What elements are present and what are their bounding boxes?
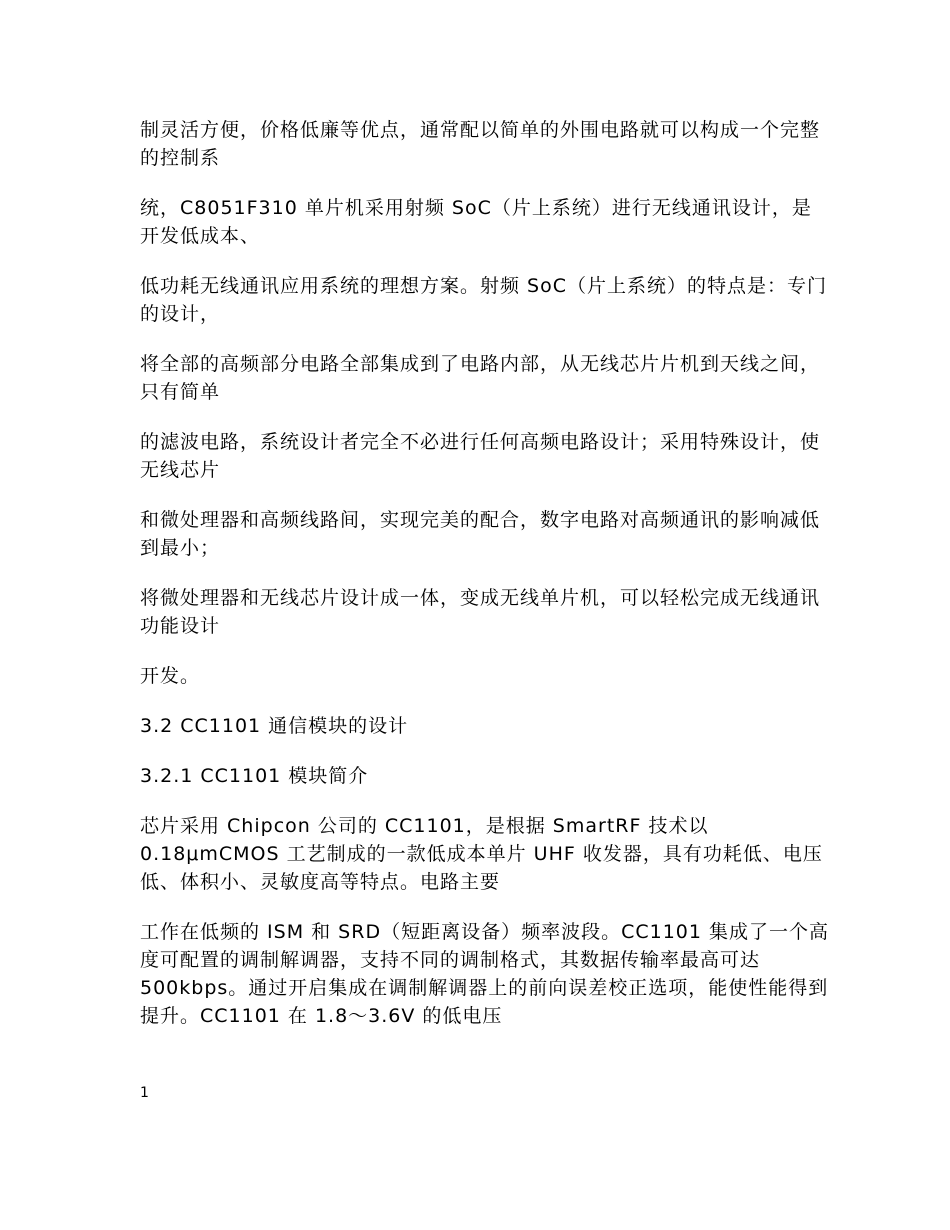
section-heading-3-2: 3.2 CC1101 通信模块的设计 [140,715,409,737]
page-number: 1 [140,1085,149,1101]
section-heading-3-2-1: 3.2.1 CC1101 模块简介 [140,765,369,787]
paragraph-1: 制灵活方便，价格低廉等优点，通常配以简单的外围电路就可以构成一个完整的控制系 [140,119,821,169]
paragraph-2: 统，C8051F310 单片机采用射频 SoC（片上系统）进行无线通讯设计，是开发低成本、 [140,197,812,247]
paragraph-9: 芯片采用 Chipcon 公司的 CC1101，是根据 SmartRF 技术以0.18μmCMOS 工艺制成的一款低成本单片 UHF 收发器，具有功耗低、电压低、体积小、灵敏度高等特点。电路主要 [140,815,823,893]
paragraph-6: 和微处理器和高频线路间，实现完美的配合，数字电路对高频通讯的影响减低到最小； [140,509,821,559]
paragraph-8: 开发。 [140,665,201,687]
paragraph-10: 工作在低频的 ISM 和 SRD（短距离设备）频率波段。CC1101 集成了一个高度可配置的调制解调器，支持不同的调制格式，其数据传输率最高可达 500kbps。通过开启集成在调制解调器上的前向误差校正选项，能使性能得到提升。CC1101 在 1.8～3.6V 的低电压 [140,921,829,1027]
paragraph-4: 将全部的高频部分电路全部集成到了电路内部，从无线芯片片机到天线之间，只有简单 [140,353,821,403]
document-body [140,116,830,1052]
paragraph-3: 低功耗无线通讯应用系统的理想方案。射频 SoC（片上系统）的特点是：专门的设计， [140,275,827,325]
paragraph-7: 将微处理器和无线芯片设计成一体，变成无线单片机，可以轻松完成无线通讯功能设计 [140,587,821,637]
paragraph-5: 的滤波电路，系统设计者完全不必进行任何高频电路设计；采用特殊设计，使无线芯片 [140,431,821,481]
